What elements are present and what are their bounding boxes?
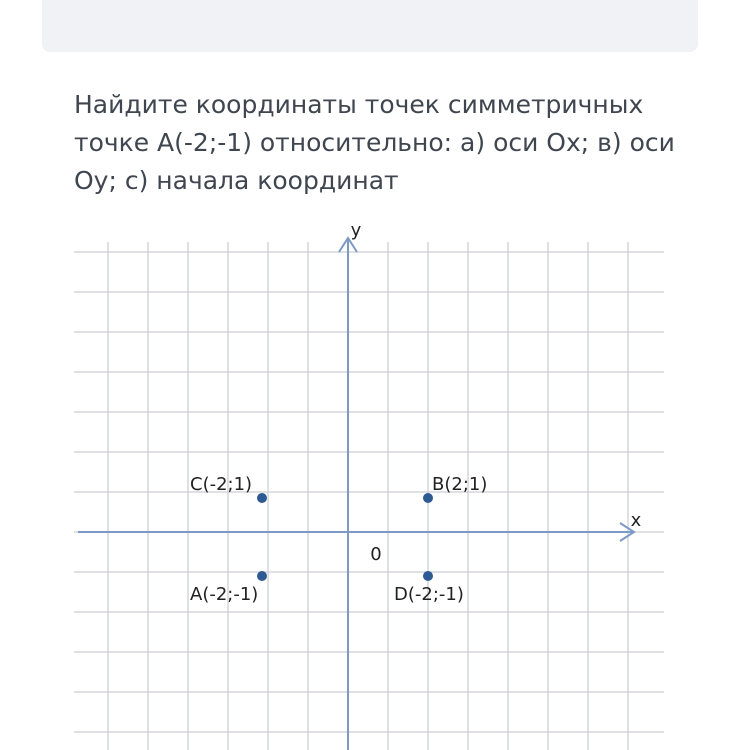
question-text: Найдите координаты точек симметричных точке A(-2;-1) относительно: а) оси Ох; в) оси Оу; с) начала координат <box>74 90 675 195</box>
x-axis-label: x <box>630 510 642 531</box>
graph-svg <box>74 210 674 750</box>
point-marker <box>257 493 267 503</box>
point-label: D(-2;-1) <box>394 584 464 605</box>
top-bar <box>42 0 698 52</box>
point-label: A(-2;-1) <box>190 584 259 605</box>
point-label: C(-2;1) <box>190 474 253 495</box>
point-marker <box>423 571 433 581</box>
coordinate-graph <box>74 210 674 750</box>
grid <box>74 242 664 750</box>
y-axis-label: y <box>350 220 362 241</box>
point-label: B(2;1) <box>432 474 488 495</box>
point-marker <box>257 571 267 581</box>
origin-label: 0 <box>370 544 382 565</box>
points <box>190 474 487 605</box>
axes <box>78 238 634 750</box>
